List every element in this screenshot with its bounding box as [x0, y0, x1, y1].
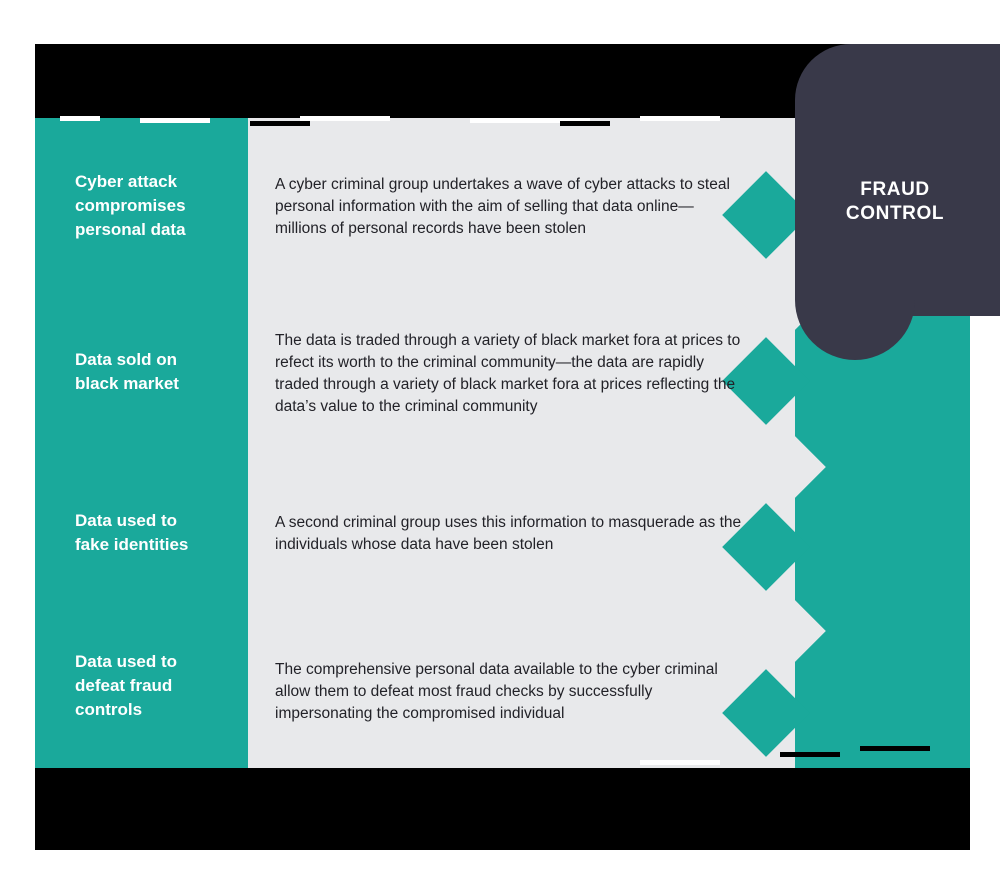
tear-nick	[560, 121, 610, 126]
tear-nick	[140, 118, 210, 123]
step-title-4-line-1: Data used to	[75, 652, 178, 671]
step-title-3	[75, 509, 245, 557]
fraud-control-blob-bump	[795, 240, 915, 360]
tear-nick	[640, 760, 720, 765]
step-title-4-line-3: controls	[75, 699, 143, 719]
step-title-3-line-1: Data used to	[75, 511, 178, 530]
tear-nick	[250, 121, 310, 126]
step-description-1: A cyber criminal group undertakes a wave of cyber attacks to steal personal information with the aim of selling that data online—millions of personal records have been stolen	[275, 176, 730, 237]
tear-nick	[60, 116, 100, 121]
step-title-3-line-2: fake identities	[75, 534, 189, 554]
step-title-1-line-2: compromises	[75, 195, 186, 215]
step-title-1-line-1: Cyber attack	[75, 172, 178, 191]
step-title-2-line-1: Data sold on	[75, 350, 178, 369]
step-description-3: A second criminal group uses this information to masquerade as the individuals whose data have been stolen	[275, 514, 742, 553]
fraud-control-label-line-1: FRAUD	[860, 179, 930, 200]
bottom-frame-band	[35, 760, 970, 850]
fraud-control-label-line-2: CONTROL	[845, 203, 945, 225]
step-title-1	[75, 170, 245, 241]
step-title-2-line-2: black market	[75, 373, 179, 393]
tear-nick	[300, 116, 390, 121]
step-title-1-line-3: personal data	[75, 219, 186, 239]
step-title-2	[75, 348, 245, 396]
tear-nick	[860, 746, 930, 751]
step-title-4-line-2: defeat fraud	[75, 675, 173, 695]
fraud-control-label	[800, 178, 990, 227]
step-description-2: The data is traded through a variety of black market fora at prices to refect its worth to the criminal community—the data are rapidly traded through a variety of black market fora at prices reflecting the data’s value to the criminal community	[275, 332, 741, 415]
step-description-4: The comprehensive personal data available to the cyber criminal allow them to defeat most fraud checks by successfully impersonating the compromised individual	[275, 661, 718, 722]
tear-nick	[640, 116, 720, 121]
step-title-4	[75, 650, 245, 721]
tear-nick	[780, 752, 840, 757]
